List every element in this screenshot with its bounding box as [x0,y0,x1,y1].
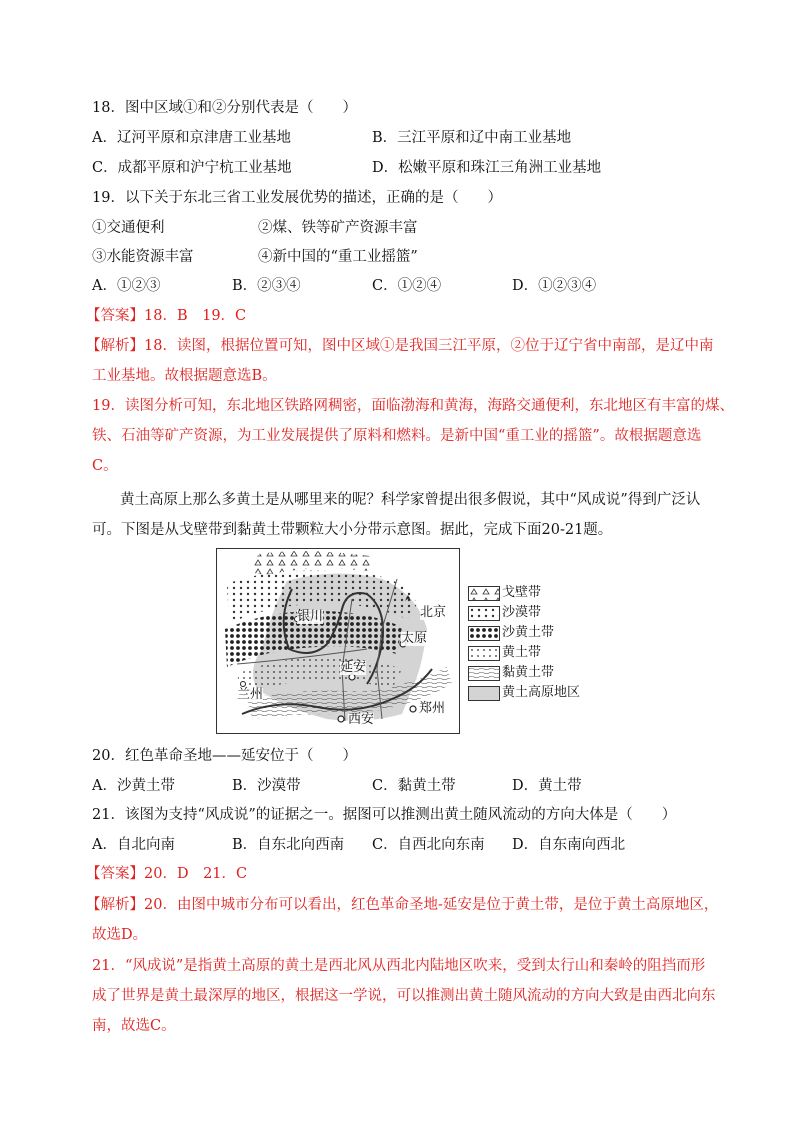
explanation-19-line-3: C。 [92,458,118,474]
q21-option-a: A．自北向南 [92,837,175,853]
q19-statement-4: ④新中国的“重工业摇篮” [258,249,418,265]
map-label-yanan: 延安 [340,660,367,675]
explanation-18-line-1 [86,336,713,356]
q18-option-a: A．辽河平原和京津唐工业基地 [92,130,291,146]
explanation-19-line-2: 铁、石油等矿产资源，为工业发展提供了原料和燃料。是新中国“重工业的摇篮”。故根据题意选 [92,428,702,444]
q21-option-c: C．自西北向东南 [372,837,485,853]
map-label-xian: 西安 [348,712,375,727]
legend-label: 黏黄土带 [502,665,555,680]
explanation-21-line-3: 南，故选C。 [92,1018,176,1034]
answer-tag: 【答案】 [86,308,144,324]
clay-loess-swatch [468,666,500,681]
question-19-stem: 19．以下关于东北三省工业发展优势的描述，正确的是（ ） [92,190,502,206]
legend-label: 沙漠带 [502,605,542,620]
q21-option-b: B．自东北向西南 [232,837,345,853]
question-18-stem: 18．图中区域①和②分别代表是（ ） [92,100,357,116]
loess-plateau-swatch [468,686,500,701]
q20-option-a: A．沙黄土带 [92,778,175,794]
q19-option-d: D．①②③④ [512,278,597,294]
sandy-loess-swatch [468,626,500,641]
legend-label: 黄土带 [502,645,542,660]
explanation-text: 20．由图中城市分布可以看出，红色革命圣地-延安是位于黄土带，是位于黄土高原地区， [144,897,719,913]
q20-option-d: D．黄土带 [512,778,582,794]
answer-18-19 [86,306,246,326]
legend-label: 沙黄土带 [502,625,555,640]
q21-option-d: D．自东南向西北 [512,837,626,853]
explanation-18-line-2: 工业基地。故根据题意选B。 [92,368,277,384]
desert-swatch [468,606,500,621]
q20-option-b: B．沙漠带 [232,778,301,794]
q20-option-c: C．黏黄土带 [372,778,456,794]
answer-text: 18．B 19．C [144,308,247,324]
q19-option-b: B．②③④ [232,278,301,294]
answer-20-21 [86,864,247,884]
explanation-19-line-1: 19．读图分析可知，东北地区铁路网稠密，面临渤海和黄海，海路交通便利，东北地区有丰富的煤、 [92,398,734,414]
explanation-21-line-1: 21．“风成说”是指黄土高原的黄土是西北风从西北内陆地区吹来，受到太行山和秦岭的阻挡而形 [92,958,706,974]
q19-option-a: A．①②③ [92,278,161,294]
map-label-beijing: 北京 [420,605,447,620]
q18-option-b: B．三江平原和辽中南工业基地 [372,130,572,146]
loess-zone-map [216,548,460,734]
explanation-21-line-2: 成了世界是黄土最深厚的地区，根据这一学说，可以推测出黄土随风流动的方向大致是由西北向东 [92,988,716,1004]
map-label-yinchuan: 银川 [297,609,324,624]
map-label-lanzhou: 兰州 [237,687,264,702]
explanation-text: 18．读图，根据位置可知，图中区域①是我国三江平原，②位于辽宁省中南部，是辽中南 [144,338,714,354]
explanation-tag: 【解析】 [86,338,144,354]
question-20-stem: 20．红色革命圣地——延安位于（ ） [92,748,357,764]
gobi-swatch [468,586,500,601]
explanation-20-line-2: 故选D。 [92,927,148,943]
q19-statement-1: ①交通便利 [92,220,165,236]
legend-label: 黄土高原地区 [502,685,581,700]
q19-statement-3: ③水能资源丰富 [92,249,194,265]
loess-swatch [468,646,500,661]
answer-tag: 【答案】 [86,866,144,882]
q19-option-c: C．①②④ [372,278,442,294]
q18-option-d: D．松嫩平原和珠江三角洲工业基地 [372,160,602,176]
question-21-stem: 21．该图为支持“风成说”的证据之一。据图可以推测出黄土随风流动的方向大体是（ ） [92,807,677,823]
legend-label: 戈壁带 [502,585,542,600]
q19-statement-2: ②煤、铁等矿产资源丰富 [258,220,418,236]
explanation-tag: 【解析】 [86,897,144,913]
map-label-taiyuan: 太原 [401,631,428,646]
answer-text: 20．D 21．C [144,866,248,882]
explanation-20-line-1 [86,895,718,915]
intro-line-1: 黄土高原上那么多黄土是从哪里来的呢？科学家曾提出很多假说，其中“风成说”得到广泛认 [120,492,701,508]
map-label-zhengzhou: 郑州 [419,701,446,716]
intro-line-2: 可。下图是从戈壁带到黏黄土带颗粒大小分带示意图。据此，完成下面20-21题。 [92,522,613,538]
q18-option-c: C．成都平原和沪宁杭工业基地 [92,160,292,176]
